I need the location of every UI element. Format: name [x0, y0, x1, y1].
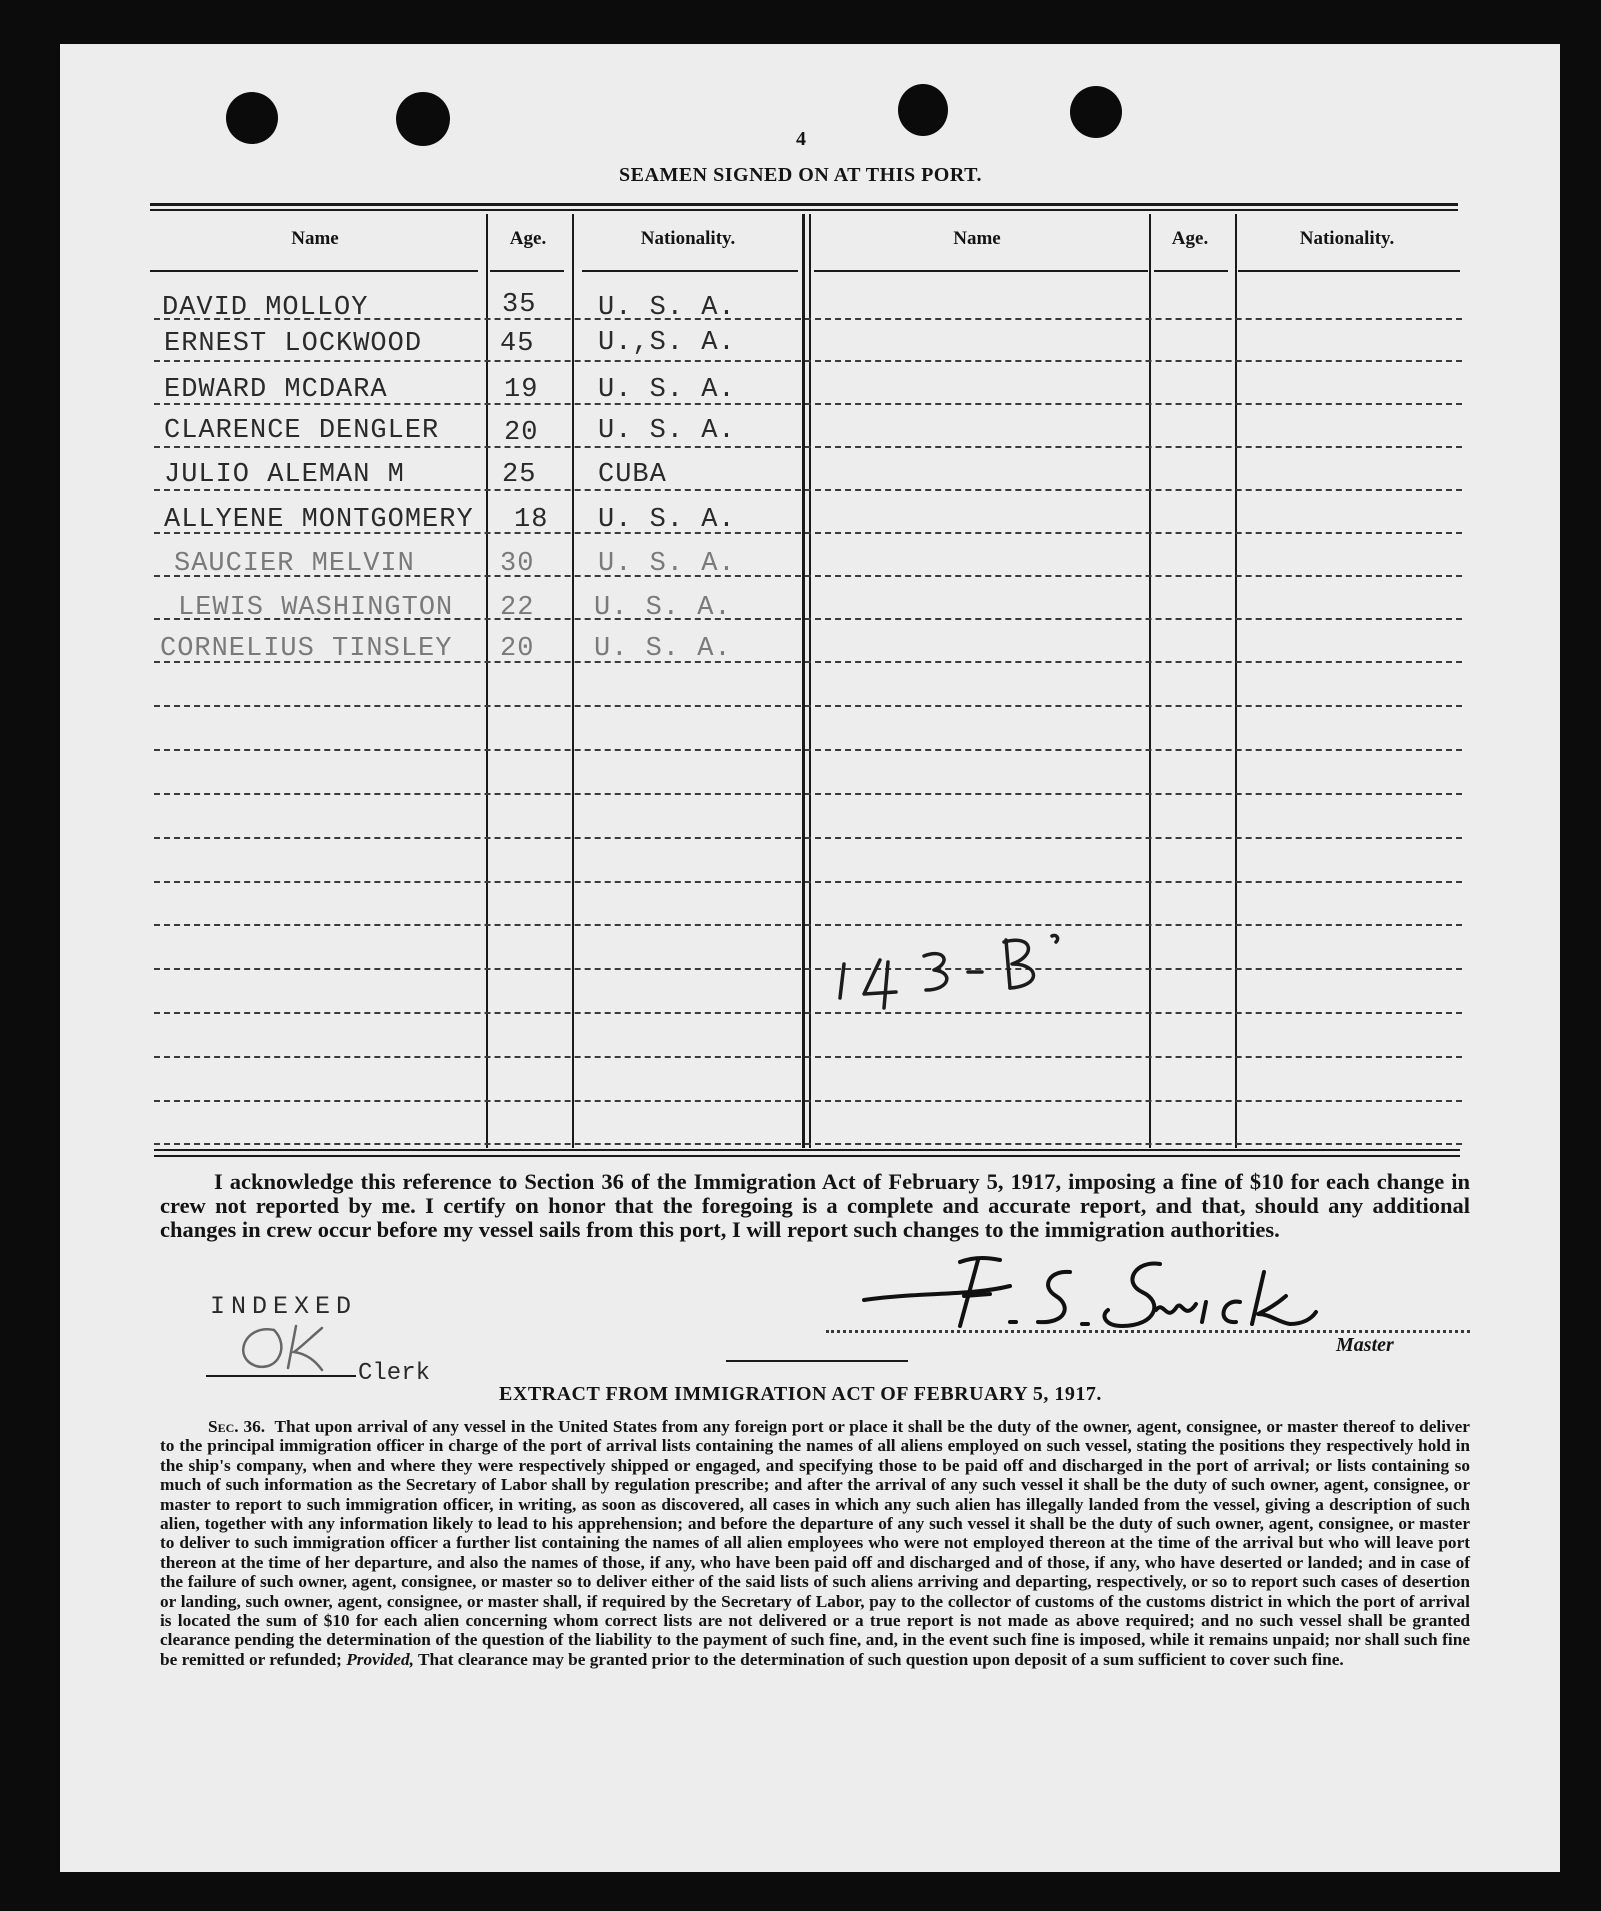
seaman-nationality: U. S. A.: [598, 549, 736, 579]
handwritten-file-number: [834, 920, 1064, 1020]
header-underline: [1154, 270, 1228, 272]
column-rule: [572, 214, 574, 1148]
header-underline: [814, 270, 1148, 272]
table-top-rule: [150, 209, 1458, 211]
table-bottom-rule: [154, 1155, 1460, 1157]
header-underline: [582, 270, 798, 272]
seaman-age: 25: [502, 460, 537, 490]
seaman-age: 35: [502, 290, 537, 320]
extract-paragraph: [160, 1417, 1470, 1669]
seaman-nationality: U. S. A.: [598, 375, 736, 405]
seaman-nationality: U.,S. A.: [598, 328, 736, 358]
punch-hole: [898, 84, 948, 136]
clerk-label: Clerk: [358, 1360, 431, 1387]
seaman-nationality: U. S. A.: [598, 505, 736, 535]
column-header-age-right: Age.: [1171, 228, 1209, 249]
column-rule: [1235, 214, 1237, 1148]
seaman-age: 20: [504, 418, 539, 448]
column-rule: [809, 214, 811, 1148]
seaman-age: 22: [500, 593, 535, 623]
section-label: Sec. 36.: [208, 1417, 266, 1436]
punch-hole: [396, 92, 450, 146]
column-header-name: Name: [291, 228, 339, 249]
seaman-name: CLARENCE DENGLER: [164, 416, 440, 446]
acknowledgment-paragraph: [160, 1170, 1470, 1242]
column-rule: [802, 214, 805, 1148]
extract-body-part1: That upon arrival of any vessel in the United States from any foreign port or place it shall be the duty of the owner, agent, consignee, or master thereof to deliver to the principal immigration officer in charge of the port of arrival lists containing the names of all aliens employed on such vessel, stating the positions they respectively hold in the ship's company, when and where they were respectively shipped or engaged, and specifying those to be paid off and discharged in the port of arrival; or lists containing so much of such information as the Secretary of Labor shall by regulation prescribe; and after the arrival of any such vessel it shall be the duty of such owner, agent, consignee, or master to report to such immigration officer, in writing, as soon as discovered, all cases in which any such alien has illegally landed from the vessel, giving a description of such alien, together with any information likely to lead to his apprehension; and before the departure of any such vessel it shall be the duty of such owner, agent, consignee, or master to deliver to such immigration officer a further list containing the names of all alien employees who were not employed thereon at the time of the arrival but who will leave port thereon at the time of her departure, and also the names of those, if any, who have been paid off and discharged and of those, if any, who have deserted or landed; and in case of the failure of such owner, agent, consignee, or master so to deliver either of the said lists of such aliens arriving and departing, respectively, or so to report such cases of desertion or landing, such owner, agent, consignee, or master shall, if required by the Secretary of Labor, pay to the collector of customs of the customs district in which the port of arrival is located the sum of $10 for each alien concerning whom correct lists are not delivered or a true report is not made as above required; and no such vessel shall be granted clearance pending the determination of the question of the liability to the payment of such fine, and, in the event such fine is imposed, while it remains unpaid; nor shall such fine be remitted or refunded;: [160, 1417, 1470, 1669]
table-bottom-rule: [154, 1149, 1460, 1151]
table-top-rule: [150, 203, 1458, 206]
provided-word: Provided,: [346, 1649, 414, 1669]
seaman-nationality: U. S. A.: [594, 634, 732, 664]
clerk-signature-line: [206, 1375, 356, 1377]
seaman-name: ERNEST LOCKWOOD: [164, 329, 423, 359]
extract-body-part2: That clearance may be granted prior to the determination of such question upon deposit of a sum sufficient to cover such fine.: [417, 1649, 1344, 1669]
seaman-age: 45: [500, 329, 535, 359]
seaman-age: 19: [504, 375, 539, 405]
header-underline: [490, 270, 564, 272]
seaman-nationality: U. S. A.: [594, 593, 732, 623]
acknowledgment-text: I acknowledge this reference to Section 36 of the Immigration Act of February 5, 1917, imposing a fine of $10 for each change in crew not reported by me. I certify on honor that the foregoing is a complete and accurate report, and that, should any additional changes in crew occur before my vessel sails from this port, I will report such changes to the immigration authorities.: [160, 1169, 1470, 1242]
column-rule: [1149, 214, 1151, 1148]
header-underline: [1238, 270, 1460, 272]
page-title: SEAMEN SIGNED ON AT THIS PORT.: [619, 164, 982, 186]
seaman-name: ALLYENE MONTGOMERY: [164, 505, 474, 535]
seaman-name: DAVID MOLLOY: [162, 293, 369, 323]
column-rule: [486, 214, 488, 1148]
seaman-age: 30: [500, 549, 535, 579]
seaman-name: EDWARD MCDARA: [164, 375, 388, 405]
seaman-name: LEWIS WASHINGTON: [178, 593, 454, 623]
seaman-name: SAUCIER MELVIN: [174, 549, 415, 579]
column-header-nationality: Nationality.: [640, 228, 736, 249]
header-underline: [150, 270, 478, 272]
master-label: Master: [1336, 1334, 1394, 1356]
extract-title: EXTRACT FROM IMMIGRATION ACT OF FEBRUARY 5, 1917.: [499, 1383, 1102, 1405]
seaman-age: 18: [514, 505, 549, 535]
seaman-age: 20: [500, 634, 535, 664]
punch-hole: [1070, 86, 1122, 138]
page-number: 4: [796, 128, 806, 150]
indexed-stamp: INDEXED: [210, 1292, 358, 1321]
extract-separator: [726, 1360, 908, 1362]
seaman-nationality: U. S. A.: [598, 416, 736, 446]
seaman-nationality: U. S. A.: [598, 293, 736, 323]
column-header-age: Age.: [509, 228, 547, 249]
punch-hole: [226, 92, 278, 144]
master-signature: [860, 1252, 1320, 1338]
column-header-nationality-right: Nationality.: [1299, 228, 1395, 249]
column-header-name-right: Name: [953, 228, 1001, 249]
seaman-name: CORNELIUS TINSLEY: [160, 634, 453, 664]
seaman-name: JULIO ALEMAN M: [164, 460, 405, 490]
clerk-initials: [204, 1318, 364, 1378]
seaman-nationality: CUBA: [598, 460, 667, 490]
